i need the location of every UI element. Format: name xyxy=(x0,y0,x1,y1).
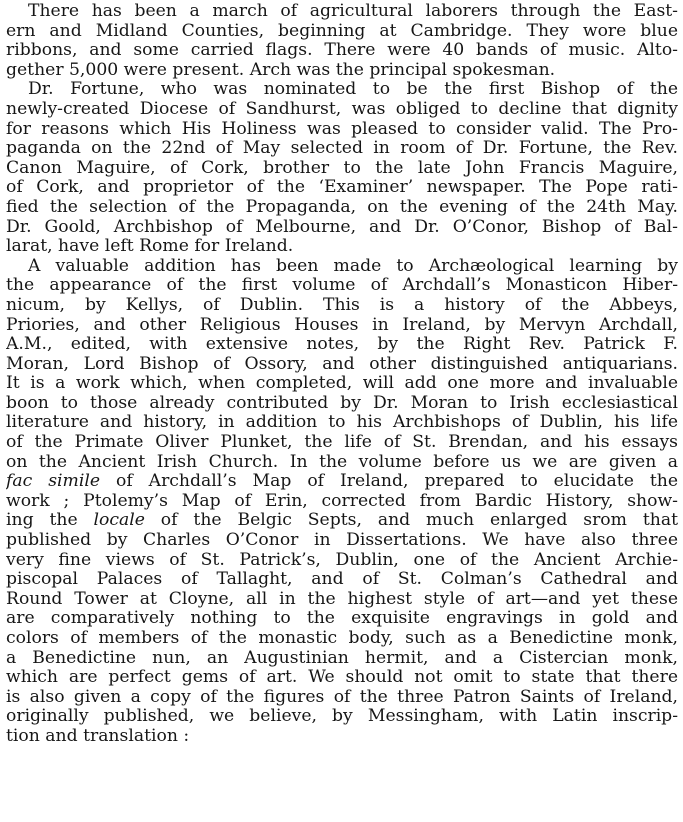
text-run: newly-created Diocese of Sandhurst, was obliged to decline that dignity xyxy=(6,99,678,119)
text-line xyxy=(6,80,678,100)
text-run: for reasons which His Holiness was pleased to consider valid. The Pro- xyxy=(6,119,678,139)
text-run: Priories, and other Religious Houses in Ireland, by Mervyn Archdall, xyxy=(6,315,678,335)
article-paragraph xyxy=(6,80,678,256)
text-run: fied the selection of the Propaganda, on the evening of the 24th May. xyxy=(6,197,678,217)
text-line xyxy=(6,492,678,512)
text-run: work ; Ptolemy’s Map of Erin, corrected from Bardic History, show- xyxy=(6,491,678,511)
text-run: is also given a copy of the figures of the three Patron Saints of Ireland, xyxy=(6,687,678,707)
text-line xyxy=(6,511,678,531)
text-run: Dr. Goold, Archbishop of Melbourne, and Dr. O’Conor, Bishop of Bal- xyxy=(6,217,678,237)
text-line xyxy=(6,355,678,375)
text-line xyxy=(6,453,678,473)
text-line xyxy=(6,178,678,198)
text-run: gether 5,000 were present. Arch was the principal spokesman. xyxy=(6,60,556,80)
text-run: a Benedictine nun, an Augustinian hermit, and a Cistercian monk, xyxy=(6,648,678,668)
text-line xyxy=(6,707,678,727)
text-line xyxy=(6,159,678,179)
text-line xyxy=(6,727,678,747)
text-line xyxy=(6,120,678,140)
text-run: Round Tower at Cloyne, all in the highest style of art—and yet these xyxy=(6,589,678,609)
text-line xyxy=(6,316,678,336)
text-line xyxy=(6,590,678,610)
text-run: ribbons, and some carried flags. There were 40 bands of music. Alto- xyxy=(6,41,678,61)
article-column xyxy=(6,2,678,747)
text-line xyxy=(6,100,678,120)
text-line xyxy=(6,433,678,453)
text-run: ing the xyxy=(6,511,94,531)
text-run: ern and Midland Counties, beginning at Cambridge. They wore blue xyxy=(6,21,678,41)
text-line xyxy=(6,296,678,316)
text-run: larat, have left Rome for Ireland. xyxy=(6,237,294,257)
text-line xyxy=(6,61,678,81)
italic-text: locale xyxy=(93,511,145,531)
text-line xyxy=(6,629,678,649)
text-line xyxy=(6,531,678,551)
text-line xyxy=(6,413,678,433)
text-line xyxy=(6,257,678,277)
text-run: nicum, by Kellys, of Dublin. This is a history of the Abbeys, xyxy=(6,295,678,315)
text-run: tion and translation : xyxy=(6,726,190,746)
text-line xyxy=(6,374,678,394)
text-run: boon to those already contributed by Dr. Moran to Irish ecclesiastical xyxy=(6,393,678,413)
text-run: of Archdall’s Map of Ireland, prepared to elucidate the xyxy=(100,472,678,492)
article-paragraph xyxy=(6,257,678,747)
text-run: of Cork, and proprietor of the ‘Examiner’ newspaper. The Pope rati- xyxy=(6,178,678,198)
text-line xyxy=(6,335,678,355)
text-run: paganda on the 22nd of May selected in room of Dr. Fortune, the Rev. xyxy=(6,139,678,159)
text-line xyxy=(6,2,678,22)
text-run: on the Ancient Irish Church. In the volume before us we are given a xyxy=(6,452,678,472)
text-run: the appearance of the first volume of Archdall’s Monasticon Hiber- xyxy=(6,276,678,296)
text-run: originally published, we believe, by Messingham, with Latin inscrip- xyxy=(6,707,678,727)
text-run: very fine views of St. Patrick’s, Dublin, one of the Ancient Archie- xyxy=(6,550,678,570)
text-line xyxy=(6,394,678,414)
text-run: A.M., edited, with extensive notes, by the Right Rev. Patrick F. xyxy=(6,335,678,355)
text-line xyxy=(6,218,678,238)
text-line xyxy=(6,139,678,159)
text-line xyxy=(6,570,678,590)
text-run: of the Primate Oliver Plunket, the life of St. Brendan, and his essays xyxy=(6,433,678,453)
text-line xyxy=(6,198,678,218)
text-line xyxy=(6,22,678,42)
text-run: Dr. Fortune, who was nominated to be the first Bishop of the xyxy=(28,80,678,100)
text-run: There has been a march of agricultural laborers through the East- xyxy=(28,2,678,21)
text-line xyxy=(6,472,678,492)
text-line xyxy=(6,551,678,571)
text-line xyxy=(6,41,678,61)
text-line xyxy=(6,276,678,296)
text-line xyxy=(6,649,678,669)
italic-text: fac simile xyxy=(6,472,100,492)
text-line xyxy=(6,609,678,629)
text-run: Canon Maguire, of Cork, brother to the late John Francis Maguire, xyxy=(6,158,678,178)
text-run: piscopal Palaces of Tallaght, and of St. Colman’s Cathedral and xyxy=(6,570,678,590)
text-line xyxy=(6,688,678,708)
text-run: literature and history, in addition to his Archbishops of Dublin, his life xyxy=(6,413,678,433)
text-run: of the Belgic Septs, and much enlarged srom that xyxy=(144,511,678,531)
text-run: are comparatively nothing to the exquisite engravings in gold and xyxy=(6,609,678,629)
text-run: which are perfect gems of art. We should not omit to state that there xyxy=(6,668,678,688)
text-run: colors of members of the monastic body, such as a Benedictine monk, xyxy=(6,629,678,648)
text-run: published by Charles O’Conor in Dissertations. We have also three xyxy=(6,531,678,551)
article-paragraph xyxy=(6,2,678,80)
text-line xyxy=(6,668,678,688)
text-run: Moran, Lord Bishop of Ossory, and other distinguished antiquarians. xyxy=(6,354,678,374)
text-line xyxy=(6,237,678,257)
text-run: A valuable addition has been made to Archæological learning by xyxy=(28,256,678,276)
text-run: It is a work which, when completed, will add one more and invaluable xyxy=(6,374,678,394)
